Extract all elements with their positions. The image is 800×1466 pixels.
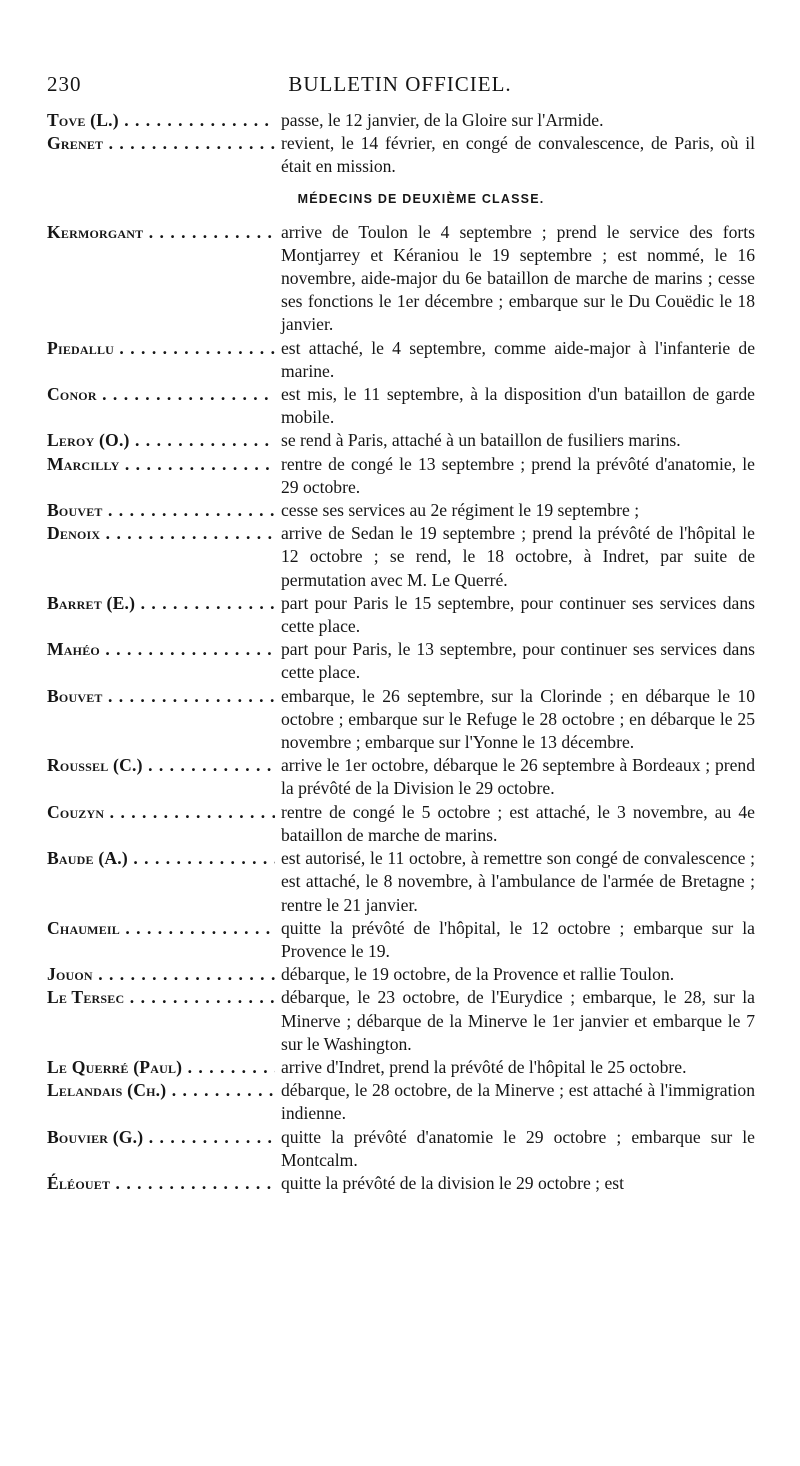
list-item: [47, 801, 755, 847]
entry-text: arrive de Sedan le 19 septembre ; prend la prévôté de l'hôpital le 12 octobre ; se rend, le 18 octobre, à Indret, par suite de permutation avec M. Le Querré.: [281, 523, 755, 590]
officer-name: Baude (A.) . . .: [47, 847, 275, 870]
list-item: [47, 429, 755, 452]
list-item: [47, 337, 755, 383]
list-item: [47, 754, 755, 800]
list-item: [47, 917, 755, 963]
section-heading: MÉDECINS DE DEUXIÈME CLASSE.: [297, 191, 545, 206]
list-item: [47, 499, 755, 522]
list-item: [47, 1172, 755, 1195]
entry-text: revient, le 14 février, en congé de convalescence, de Paris, où il était en mission.: [281, 133, 755, 177]
entry-text: arrive de Toulon le 4 septembre ; prend le service des forts Montjarrey et Kéraniou le 19 septembre ; est nommé, le 16 novembre, aide-major du 6e bataillon de marche de marins ; cesse ses fonctions le 1er décembre ; embarque sur le Du Couëdic le 18 janvier.: [281, 221, 755, 335]
officer-name: Le Tersec . . .: [47, 986, 275, 1009]
entry-text: rentre de congé le 5 octobre ; est attaché, le 3 novembre, au 4e bataillon de marche de marins.: [281, 801, 755, 845]
officer-name: Barret (E.) . . .: [47, 592, 275, 615]
officer-name: Tove (L.) . . .: [47, 109, 275, 132]
entry-text: est attaché, le 4 septembre, comme aide-major à l'infanterie de marine.: [281, 337, 755, 381]
entry-text: part pour Paris, le 13 septembre, pour continuer ses services dans cette place.: [281, 639, 755, 683]
officer-name: Mahéo . . .: [47, 638, 275, 661]
entry-text: débarque, le 23 octobre, de l'Eurydice ; embarque, le 28, sur la Minerve ; débarque de la Minerve le 1er janvier et embarque le 7 sur le Washington.: [281, 987, 755, 1054]
entry-text: quitte la prévôté d'anatomie le 29 octobre ; embarque sur le Montcalm.: [281, 1126, 755, 1170]
officer-name: Bouvet . . .: [47, 685, 275, 708]
officer-name: Bouvier (G.) . . .: [47, 1126, 275, 1149]
officer-name: Conor . . .: [47, 383, 275, 406]
entry-text: débarque, le 28 octobre, de la Minerve ; est attaché à l'immigration indienne.: [281, 1080, 755, 1124]
officer-name: Kermorgant . . .: [47, 221, 275, 244]
list-item: [47, 109, 755, 132]
officer-name: Éléouet . . .: [47, 1172, 275, 1195]
list-item: [47, 522, 755, 592]
officer-name: Grenet . . .: [47, 132, 275, 155]
entry-text: arrive d'Indret, prend la prévôté de l'hôpital le 25 octobre.: [281, 1056, 687, 1077]
list-item: [47, 453, 755, 499]
page-number: 230: [47, 72, 82, 96]
bulletin-title: BULLETIN OFFICIEL.: [288, 72, 512, 96]
list-item: [47, 986, 755, 1056]
officer-name: Roussel (C.) . . .: [47, 754, 275, 777]
entry-text: est autorisé, le 11 octobre, à remettre son congé de convalescence ; est attaché, le 8 novembre, à l'ambulance de l'armée de Bretagne ; rentre le 21 janvier.: [281, 848, 755, 915]
officer-name: Le Querré (Paul) . . .: [47, 1056, 275, 1079]
running-head: [47, 72, 753, 102]
list-item: [47, 592, 755, 638]
list-item: [47, 1079, 755, 1125]
list-item: [47, 963, 755, 986]
entries-list: [47, 109, 755, 1195]
list-item: [47, 221, 755, 337]
officer-name: Couzyn . . .: [47, 801, 275, 824]
entry-text: quitte la prévôté de la division le 29 octobre ; est: [281, 1172, 624, 1193]
officer-name: Jouon . . .: [47, 963, 275, 986]
entry-text: se rend à Paris, attaché à un bataillon de fusiliers marins.: [281, 430, 681, 451]
entry-text: embarque, le 26 septembre, sur la Clorinde ; en débarque le 10 octobre ; embarque sur le Refuge le 28 octobre ; en débarque le 25 novembre ; embarque sur l'Yonne le 13 décembre.: [281, 685, 755, 753]
list-item: [47, 132, 755, 178]
officer-name: Lelandais (Ch.) . . .: [47, 1079, 275, 1102]
officer-name: Chaumeil . . .: [47, 917, 275, 940]
list-item: [47, 685, 755, 755]
list-item: [47, 638, 755, 684]
list-item: [47, 1126, 755, 1172]
officer-name: Bouvet . . .: [47, 499, 275, 522]
officer-name: Marcilly . . .: [47, 453, 275, 476]
entry-text: quitte la prévôté de l'hôpital, le 12 octobre ; embarque sur la Provence le 19.: [281, 917, 755, 961]
entry-text: rentre de congé le 13 septembre ; prend la prévôté d'anatomie, le 29 octobre.: [281, 453, 755, 497]
entry-text: cesse ses services au 2e régiment le 19 septembre ;: [281, 500, 640, 521]
list-item: [47, 383, 755, 429]
officer-name: Denoix . . .: [47, 522, 275, 545]
entry-text: est mis, le 11 septembre, à la disposition d'un bataillon de garde mobile.: [281, 384, 755, 428]
entry-text: débarque, le 19 octobre, de la Provence et rallie Toulon.: [281, 964, 675, 985]
officer-name: Piedallu . . .: [47, 337, 275, 360]
list-item: [47, 1056, 755, 1079]
officer-name: Leroy (O.) . . .: [47, 429, 275, 452]
entry-text: part pour Paris le 15 septembre, pour continuer ses services dans cette place.: [281, 592, 755, 637]
list-item: [47, 847, 755, 917]
entry-text: passe, le 12 janvier, de la Gloire sur l'Armide.: [281, 110, 604, 130]
entry-text: arrive le 1er octobre, débarque le 26 septembre à Bordeaux ; prend la prévôté de la Division le 29 octobre.: [281, 755, 755, 799]
